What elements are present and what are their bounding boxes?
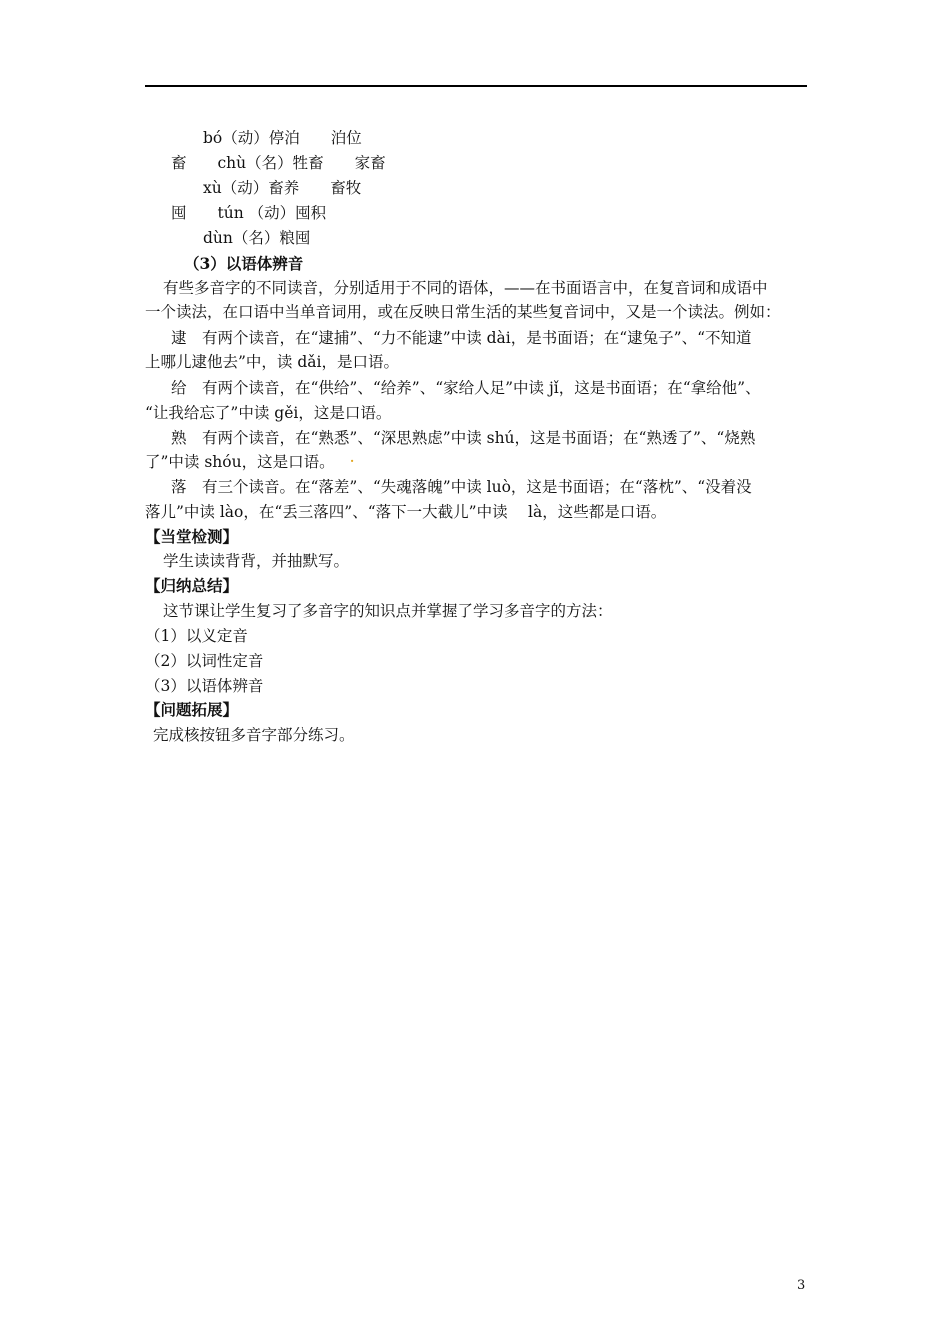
extension-text: 完成核按钮多音字部分练习。: [153, 726, 355, 744]
header-rule: [145, 85, 807, 87]
example-gei-line-1: 给 有两个读音，在“供给”、“给养”、“家给人足”中读 jǐ，这是书面语；在“拿给他”、: [171, 379, 761, 397]
example-luo-line-1: 落 有三个读音。在“落差”、“失魂落魄”中读 luò，这是书面语；在“落枕”、“没着没: [171, 478, 752, 496]
summary-item-2: （2）以词性定音: [145, 652, 264, 670]
highlight-mark: .: [350, 451, 355, 465]
summary-item-3: （3）以语体辨音: [145, 677, 264, 695]
heading-class-check: 【当堂检测】: [145, 527, 239, 546]
summary-text: 这节课让学生复习了多音字的知识点并掌握了学习多音字的方法：: [163, 602, 613, 620]
example-dai-line-1: 逮 有两个读音，在“逮捕”、“力不能逮”中读 dài，是书面语；在“逮兔子”、“不知道: [171, 329, 752, 347]
page-number: 3: [797, 1278, 806, 1293]
section-heading: （3）以语体辨音: [184, 254, 304, 273]
heading-summary: 【归纳总结】: [145, 576, 239, 595]
summary-item-1: （1）以义定音: [145, 627, 248, 645]
pronunciation-chu: 畜 chù（名）牲畜 家畜: [171, 154, 386, 172]
pronunciation-dun: dùn（名）粮囤: [203, 229, 311, 247]
example-gei-line-2: “让我给忘了”中读 gěi，这是口语。: [145, 404, 392, 422]
example-shu-line-2: 了”中读 shóu，这是口语。: [145, 453, 335, 471]
example-luo-line-2: 落儿”中读 lào，在“丢三落四”、“落下一大截儿”中读 là，这些都是口语。: [145, 503, 667, 521]
example-shu-line-1: 熟 有两个读音，在“熟悉”、“深思熟虑”中读 shú，这是书面语；在“熟透了”、“烧熟: [171, 429, 756, 447]
pronunciation-bo: bó（动）停泊 泊位: [203, 129, 362, 147]
paragraph-line: 一个读法，在口语中当单音词用，或在反映日常生活的某些复音词中，又是一个读法。例如：: [145, 303, 781, 321]
example-dai-line-2: 上哪儿逮他去”中，读 dǎi，是口语。: [145, 353, 399, 371]
paragraph-line: 有些多音字的不同读音，分别适用于不同的语体，——在书面语言中，在复音词和成语中: [163, 279, 768, 297]
pronunciation-tun: 囤 tún （动）囤积: [171, 204, 327, 222]
class-check-text: 学生读读背背，并抽默写。: [163, 552, 350, 570]
pronunciation-xu: xù（动）畜养 畜牧: [203, 179, 362, 197]
heading-extension: 【问题拓展】: [145, 700, 239, 719]
